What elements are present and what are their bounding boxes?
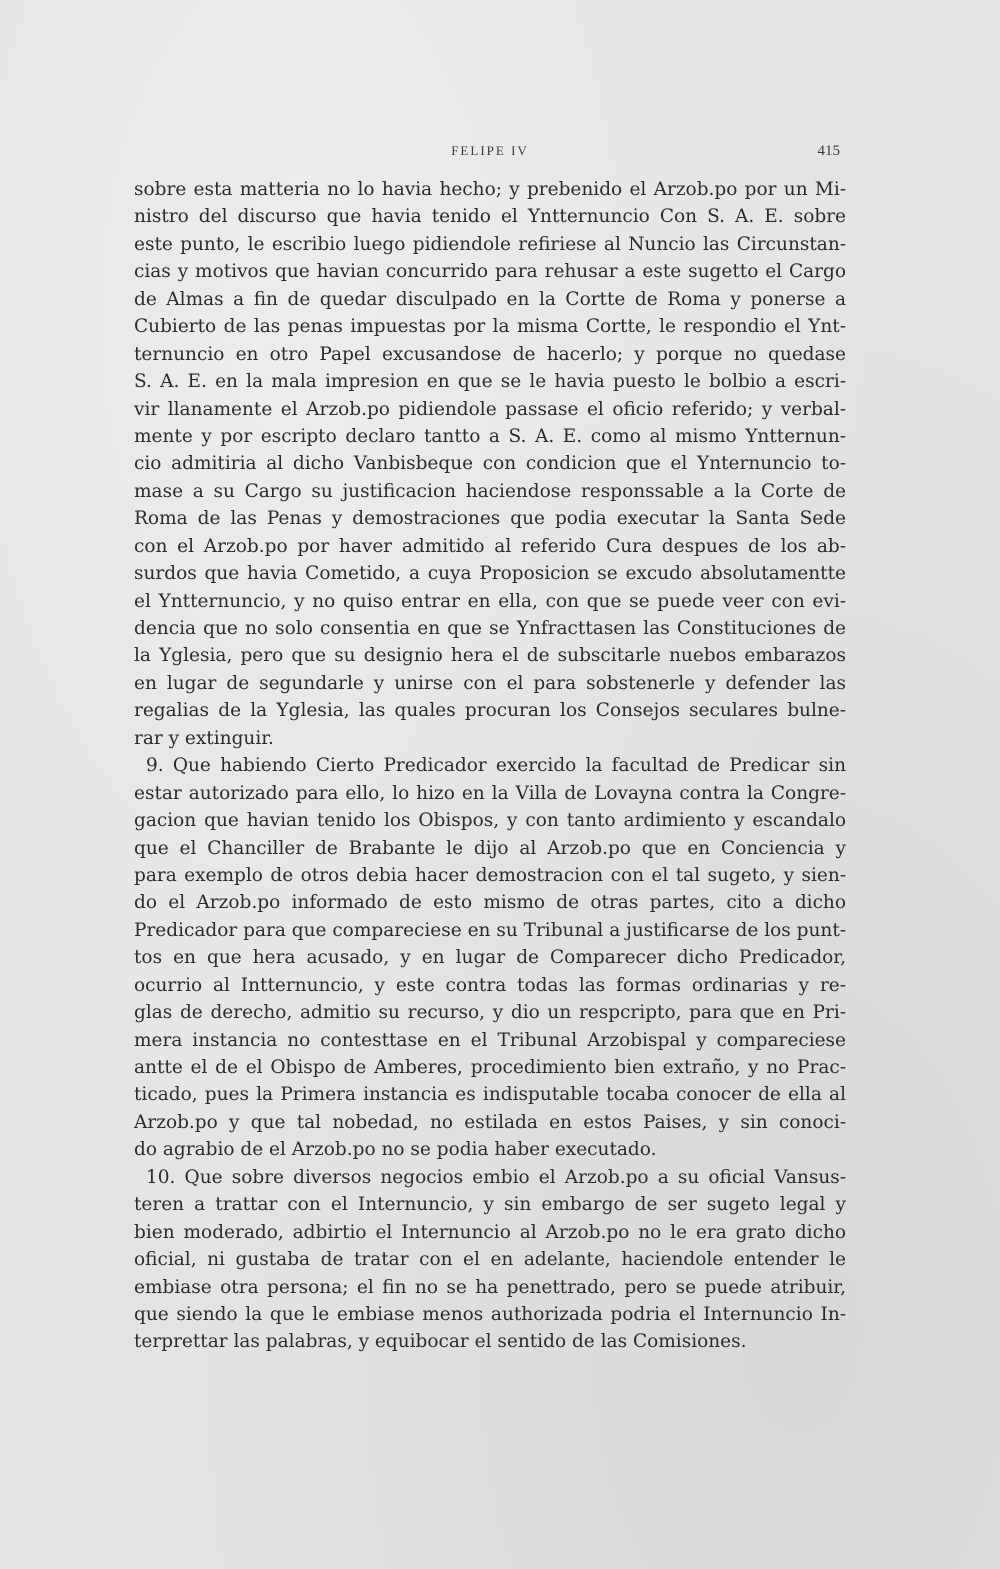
text-line: rar y extinguir.	[134, 727, 274, 749]
text-line: ticado, pues la Primera instancia es indisputable tocaba conocer de ella al	[134, 1084, 846, 1106]
text-line: con el Arzob.po por haver admitido al referido Cura despues de los ab-	[134, 535, 846, 557]
text-line: antte el de el Obispo de Amberes, procedimiento bien extraño, y no Prac-	[134, 1057, 846, 1078]
text-line: terprettar las palabras, y equibocar el sentido de las Comisiones.	[134, 1331, 747, 1353]
text-line: embiase otra persona; el fin no se ha penettrado, pero se puede atribuir,	[134, 1276, 846, 1298]
paragraph-start-9: 9. Que habiendo Cierto Predicador exercido la facultad de Predicar sin	[146, 755, 846, 777]
text-line: S. A. E. en la mala impresion en que se le havia puesto le bolbio a escri-	[134, 371, 846, 393]
text-line: mera instancia no contesttase en el Tribunal Arzobispal y compareciese	[134, 1029, 846, 1051]
paragraph-start-10: 10. Que sobre diversos negocios embio el Arzob.po a su oficial Vansus-	[146, 1166, 846, 1188]
text-line: sobre esta matteria no lo havia hecho; y prebenido el Arzob.po por un Mi-	[134, 179, 846, 200]
text-line: surdos que havia Cometido, a cuya Proposicion se excudo absolutamentte	[134, 563, 846, 585]
text-line: Arzob.po y que tal nobedad, no estilada en estos Paises, y sin conoci-	[134, 1111, 846, 1133]
text-line: de Almas a fin de quedar disculpado en la Cortte de Roma y ponerse a	[134, 288, 846, 310]
text-line: cias y motivos que havian concurrido para rehusar a este sugetto el Cargo	[134, 261, 846, 283]
text-line: bien moderado, adbirtio el Internuncio al Arzob.po no le era grato dicho	[134, 1221, 846, 1243]
text-line: que siendo la que le embiase menos authorizada podria el Internuncio In-	[134, 1303, 846, 1325]
text-line: vir llanamente el Arzob.po pidiendole passase el oficio referido; y verbal-	[134, 398, 846, 420]
text-line: el Yntternuncio, y no quiso entrar en ella, con que se puede veer con evi-	[134, 590, 846, 612]
text-line: Predicador para que compareciese en su Tribunal a justificarse de los punt-	[134, 919, 846, 941]
text-line: para exemplo de otros debia hacer demostracion con el tal sugeto, y sien-	[134, 864, 846, 886]
text-line: do el Arzob.po informado de esto mismo de otras partes, cito a dicho	[134, 892, 846, 914]
running-head	[140, 143, 840, 167]
text-line: mase a su Cargo su justificacion haciendose responssable a la Corte de	[134, 480, 846, 502]
text-line: estar autorizado para ello, lo hizo en la Villa de Lovayna contra la Congre-	[134, 782, 846, 804]
text-line: ocurrio al Intternuncio, y este contra todas las formas ordinarias y re-	[134, 974, 846, 996]
page-number: 415	[817, 143, 840, 159]
text-line: regalias de la Yglesia, las quales procuran los Consejos seculares bulne-	[134, 700, 846, 722]
text-line: nistro del discurso que havia tenido el Yntternuncio Con S. A. E. sobre	[134, 206, 846, 228]
text-line: que el Chanciller de Brabante le dijo al Arzob.po que en Conciencia y	[134, 837, 846, 859]
text-line: en lugar de segundarle y unirse con el para sobstenerle y defender las	[134, 672, 846, 694]
body-text	[134, 176, 846, 1356]
text-line: Roma de las Penas y demostraciones que podia executar la Santa Sede	[134, 508, 846, 530]
text-line: ternuncio en otro Papel excusandose de hacerlo; y porque no quedase	[134, 343, 846, 365]
text-line: dencia que no solo consentia en que se Ynfracttasen las Constituciones de	[134, 618, 846, 639]
text-line: Cubierto de las penas impuestas por la misma Cortte, le respondio el Ynt-	[134, 316, 846, 338]
text-line: cio admitiria al dicho Vanbisbeque con condicion que el Ynternuncio to-	[134, 453, 846, 475]
text-line: tos en que hera acusado, y en lugar de Comparecer dicho Predicador,	[134, 947, 846, 969]
text-line: gacion que havian tenido los Obispos, y con tanto ardimiento y escandalo	[134, 810, 846, 832]
text-line: la Yglesia, pero que su designio hera el de subscitarle nuebos embarazos	[134, 645, 846, 667]
text-line: teren a trattar con el Internuncio, y sin embargo de ser sugeto legal y	[134, 1194, 846, 1216]
text-line: este punto, le escribio luego pidiendole refiriese al Nuncio las Circunstan-	[134, 233, 846, 255]
text-line: oficial, ni gustaba de tratar con el en adelante, haciendole entender le	[134, 1249, 846, 1271]
running-title: FELIPE IV	[451, 143, 529, 158]
text-line: mente y por escripto declaro tantto a S. A. E. como al mismo Yntternun-	[134, 425, 846, 447]
text-line: do agrabio de el Arzob.po no se podia haber executado.	[134, 1139, 657, 1161]
text-line: glas de derecho, admitio su recurso, y dio un respcripto, para que en Pri-	[134, 1002, 846, 1024]
